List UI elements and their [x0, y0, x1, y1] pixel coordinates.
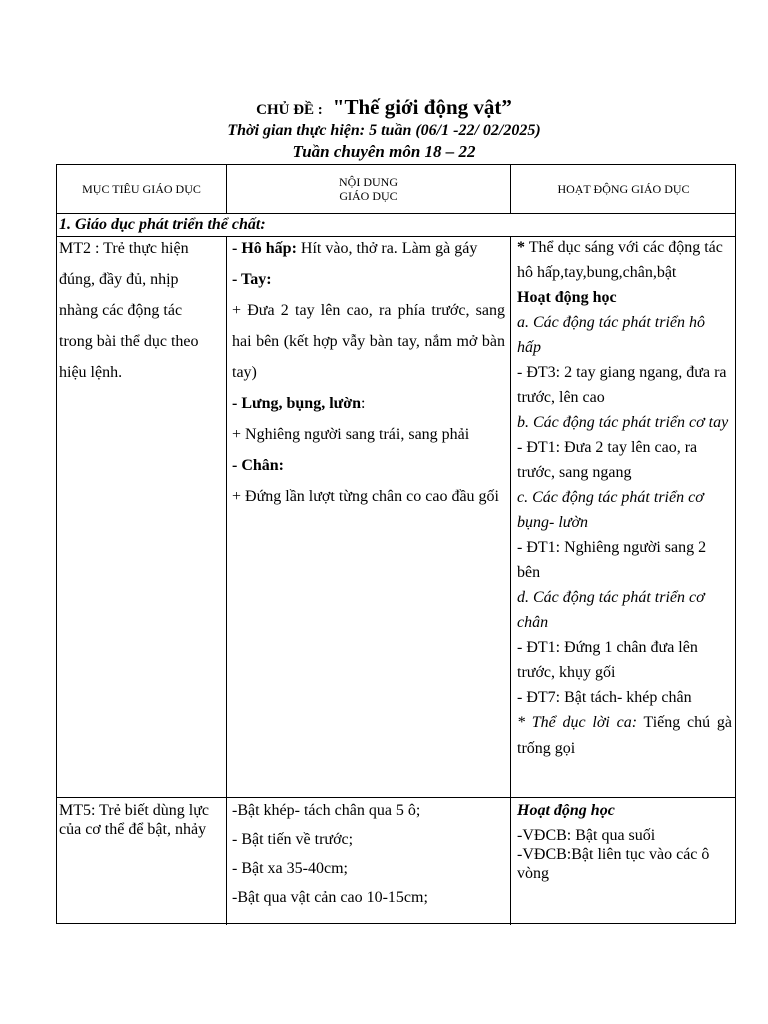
body-colon: : — [361, 395, 366, 412]
breath-label: - Hô hấp: — [232, 240, 297, 257]
breath-text: Hít vào, thở ra. Làm gà gáy — [296, 240, 478, 257]
row2-learn-title: Hoạt động học — [517, 802, 615, 819]
jump-item: -Bật qua vật cản cao 10-15cm; — [232, 889, 428, 906]
jump-item: -Bật khép- tách chân qua 5 ô; — [232, 802, 421, 819]
header-content-line1: NỘI DUNG — [339, 175, 398, 189]
header-goals — [57, 165, 226, 213]
body-item — [232, 388, 505, 419]
morning-text: Thể dục sáng với các động tác hô hấp,tay,bung,chân,bật — [517, 239, 723, 281]
leg-label: - Chân: — [232, 457, 285, 474]
body-text: + Nghiêng người sang trái, sang phải — [232, 426, 470, 443]
header-activities-label: HOẠT ĐỘNG GIÁO DỤC — [557, 182, 690, 196]
week-line: Tuần chuyên môn 18 – 22 — [292, 142, 476, 161]
jump-item: - Bật xa 35-40cm; — [232, 860, 348, 877]
row2-goal — [59, 801, 219, 839]
song-label: * Thể dục lời ca: — [517, 714, 638, 731]
song-exercise — [517, 710, 732, 762]
header-divider — [57, 213, 735, 214]
topic-label: CHỦ ĐỀ : — [256, 102, 323, 118]
row2-goal-text: MT5: Trẻ biết dùng lực của cơ thể để bật, nhảy — [59, 802, 210, 838]
row1-goal-line: MT2 : Trẻ thực hiện — [59, 240, 189, 257]
header-content-line2: GIÁO DỤC — [339, 189, 398, 203]
plan-table — [56, 164, 736, 924]
row2-content — [232, 796, 505, 912]
duration-line: Thời gian thực hiện: 5 tuần (06/1 -22/ 02/2025) — [227, 122, 541, 139]
arm-label: - Tay: — [232, 271, 272, 288]
header-content — [227, 165, 510, 213]
activity-c-title: c. Các động tác phát triển cơ bụng- lườn — [517, 489, 704, 531]
page-title — [0, 94, 768, 123]
activity-d-item1: - ĐT1: Đứng 1 chân đưa lên trước, khụy gối — [517, 639, 698, 681]
breath-item — [232, 233, 505, 264]
morning-star: * — [517, 239, 525, 256]
row2-activity-item1: -VĐCB: Bật qua suối — [517, 827, 656, 844]
row1-goal-line: trong bài thể dục theo — [59, 333, 199, 350]
topic-name: "Thế giới động vật” — [332, 95, 512, 119]
row1-goal-line: hiệu lệnh. — [59, 364, 123, 381]
row2-activity — [517, 801, 732, 883]
row2-activity-item2: -VĐCB:Bật liên tục vào các ô vòng — [517, 846, 710, 882]
activity-a-title: a. Các động tác phát triển hô hấp — [517, 314, 705, 356]
learn-title: Hoạt động học — [517, 289, 617, 306]
leg-text: + Đứng lần lượt từng chân co cao đầu gối — [232, 488, 499, 505]
activity-d-item2: - ĐT7: Bật tách- khép chân — [517, 689, 692, 706]
row1-goal — [59, 233, 223, 388]
jump-item: - Bật tiến về trước; — [232, 831, 354, 848]
col-divider-2 — [510, 237, 511, 925]
activity-c-item: - ĐT1: Nghiêng người sang 2 bên — [517, 539, 707, 581]
body-label: - Lưng, bụng, lườn — [232, 395, 361, 412]
morning-exercise — [517, 235, 732, 285]
header-goals-label: MỤC TIÊU GIÁO DỤC — [82, 182, 201, 196]
activity-b-title: b. Các động tác phát triển cơ tay — [517, 414, 729, 431]
arm-text: + Đưa 2 tay lên cao, ra phía trước, sang hai bên (kết hợp vẫy bàn tay, nắm mở bàn tay) — [232, 302, 505, 381]
row1-goal-line: nhàng các động tác — [59, 302, 183, 319]
activity-d-title: d. Các động tác phát triển cơ chân — [517, 589, 705, 631]
col-divider-1 — [226, 237, 227, 925]
row1-activity — [517, 235, 732, 762]
activity-b-item: - ĐT1: Đưa 2 tay lên cao, ra trước, sang ngang — [517, 439, 698, 481]
row1-content — [232, 233, 505, 512]
activity-a-item: - ĐT3: 2 tay giang ngang, đưa ra trước, lên cao — [517, 364, 727, 406]
row1-goal-line: đúng, đầy đủ, nhịp — [59, 271, 179, 288]
song-text: Tiếng chú gà trống gọi — [517, 714, 732, 757]
header-activities — [511, 165, 736, 213]
section-title: 1. Giáo dục phát triển thể chất: — [59, 216, 266, 233]
